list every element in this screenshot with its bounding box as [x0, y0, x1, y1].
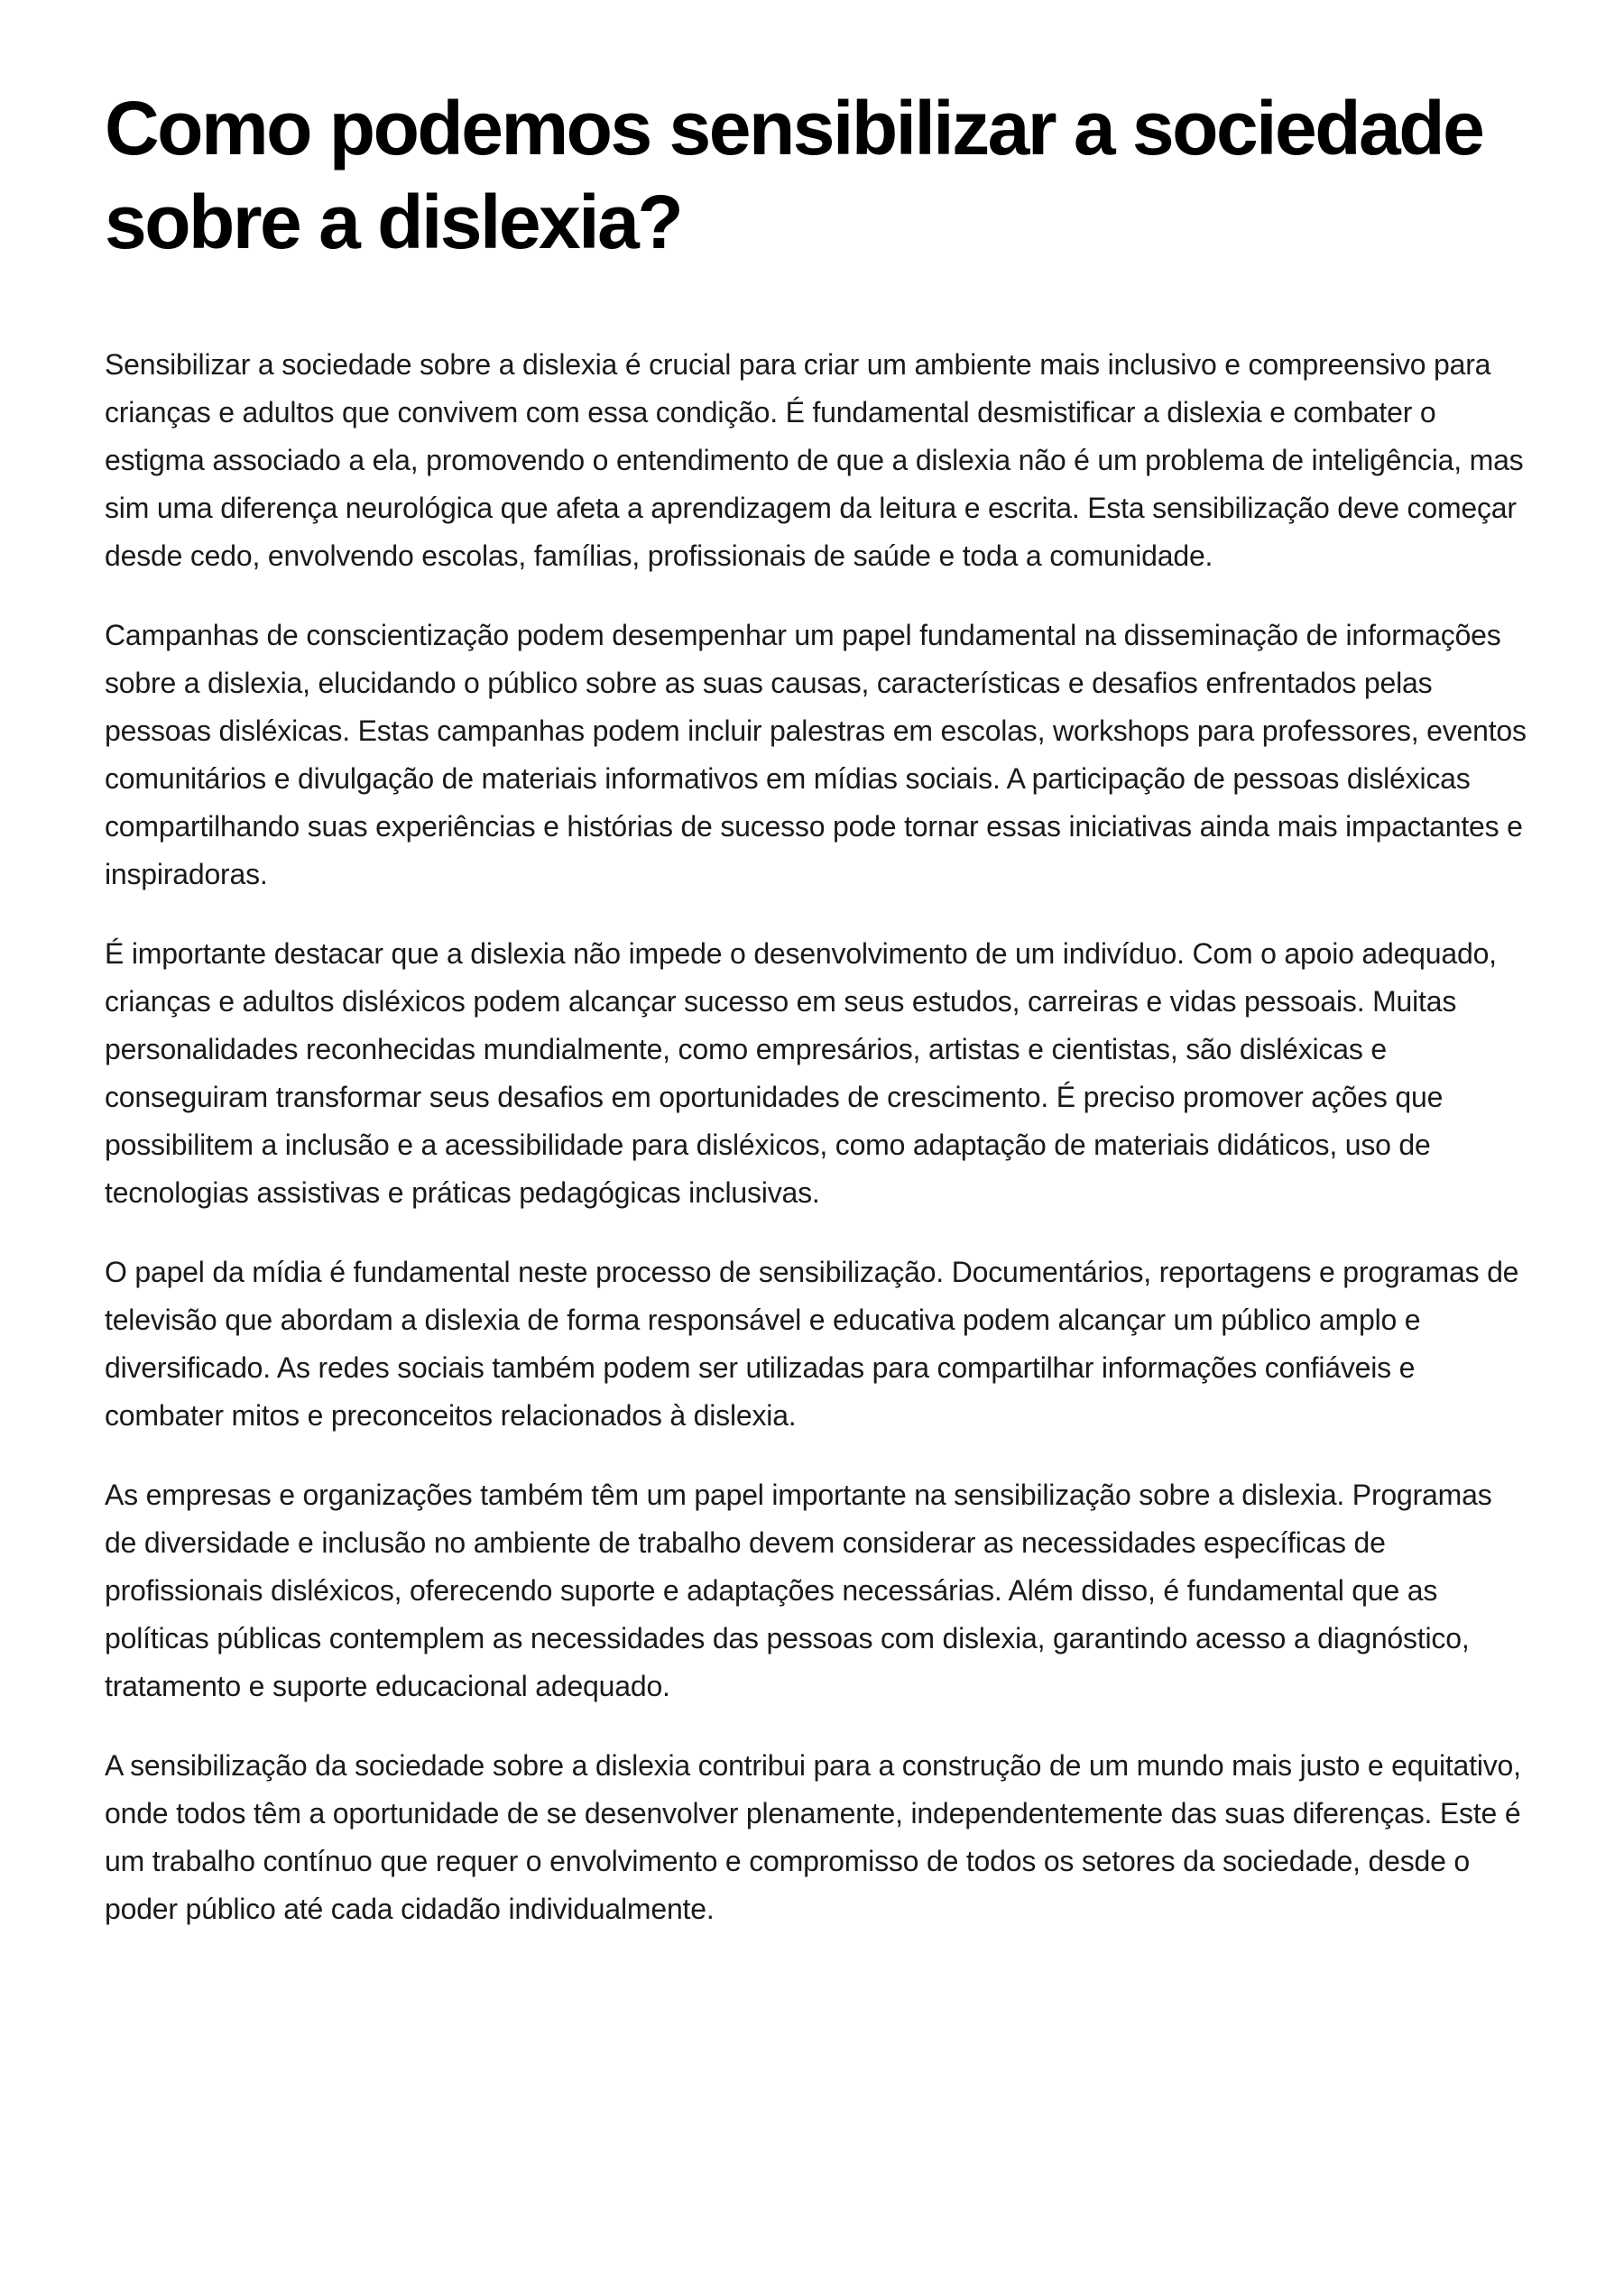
paragraph: É importante destacar que a dislexia não impede o desenvolvimento de um indivíduo. Com o apoio adequado, crianças e adultos disléxicos podem alcançar sucesso em seus estudos, carreiras e vidas pessoais. Muitas personalidades reconhecidas mundialmente, como empresários, artistas e cientistas, são disléxicas e conseguiram transformar seus desafios em oportunidades de crescimento. É preciso promover ações que possibilitem a inclusão e a acessibilidade para disléxicos, como adaptação de materiais didáticos, uso de tecnologias assistivas e práticas pedagógicas inclusivas.: [105, 937, 1497, 1209]
paragraph: A sensibilização da sociedade sobre a dislexia contribui para a construção de um mundo mais justo e equitativo, onde todos têm a oportunidade de se desenvolver plenamente, independentemente das suas diferenças. Este é um trabalho contínuo que requer o envolvimento e compromisso de todos os setores da sociedade, desde o poder público até cada cidadão individualmente.: [105, 1749, 1521, 1925]
document-page: [105, 81, 1530, 1965]
paragraph: Campanhas de conscientização podem desempenhar um papel fundamental na disseminação de informações sobre a dislexia, elucidando o público sobre as suas causas, características e desafios enfrentados pelas pessoas disléxicas. Estas campanhas podem incluir palestras em escolas, workshops para professores, eventos comunitários e divulgação de materiais informativos em mídias sociais. A participação de pessoas disléxicas compartilhando suas experiências e histórias de sucesso pode tornar essas iniciativas ainda mais impactantes e inspiradoras.: [105, 619, 1527, 890]
paragraph: O papel da mídia é fundamental neste processo de sensibilização. Documentários, reportagens e programas de televisão que abordam a dislexia de forma responsável e educativa podem alcançar um público amplo e diversificado. As redes sociais também podem ser utilizadas para compartilhar informações confiáveis e combater mitos e preconceitos relacionados à dislexia.: [105, 1256, 1519, 1432]
page-title: Como podemos sensibilizar a sociedade sobre a dislexia?: [105, 86, 1483, 264]
paragraph: As empresas e organizações também têm um papel importante na sensibilização sobre a dislexia. Programas de diversidade e inclusão no ambiente de trabalho devem considerar as necessidades específicas de profissionais disléxicos, oferecendo suporte e adaptações necessárias. Além disso, é fundamental que as políticas públicas contemplem as necessidades das pessoas com dislexia, garantindo acesso a diagnóstico, tratamento e suporte educacional adequado.: [105, 1479, 1492, 1702]
paragraph: Sensibilizar a sociedade sobre a dislexia é crucial para criar um ambiente mais inclusivo e compreensivo para crianças e adultos que convivem com essa condição. É fundamental desmistificar a dislexia e combater o estigma associado a ela, promovendo o entendimento de que a dislexia não é um problema de inteligência, mas sim uma diferença neurológica que afeta a aprendizagem da leitura e escrita. Esta sensibilização deve começar desde cedo, envolvendo escolas, famílias, profissionais de saúde e toda a comunidade.: [105, 348, 1524, 572]
